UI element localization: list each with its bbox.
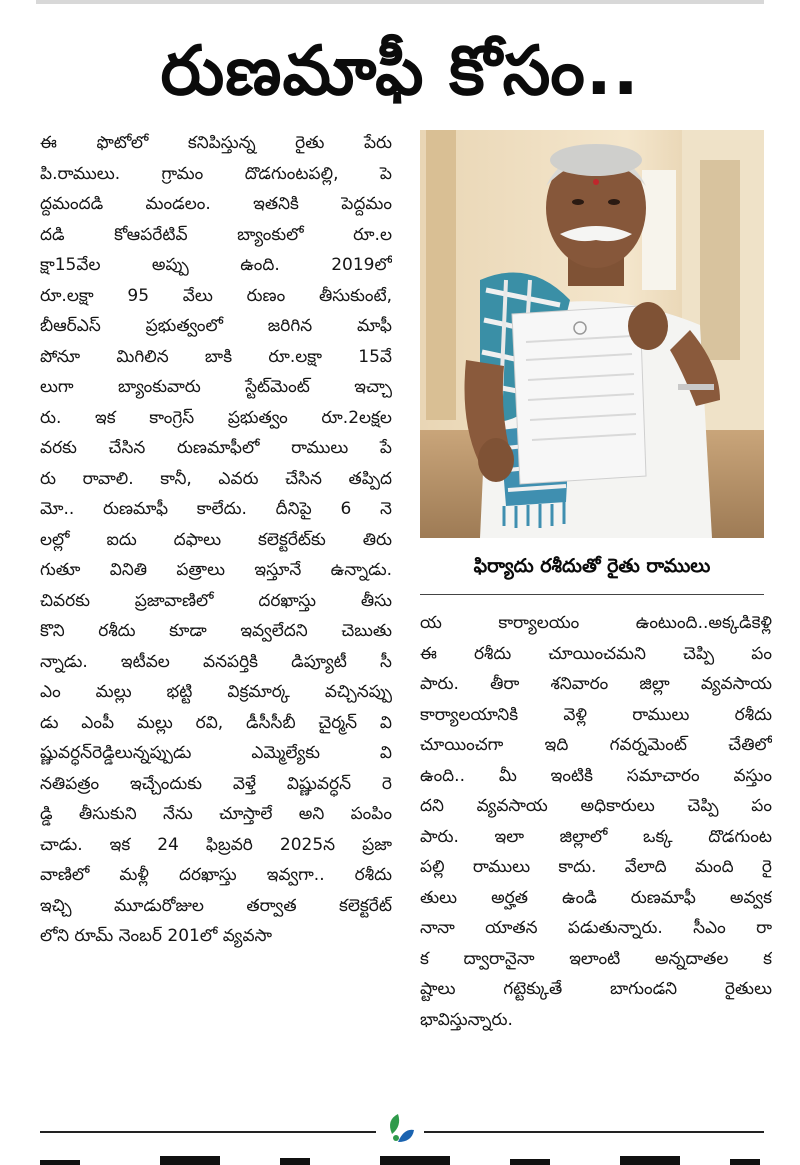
article-line: లోని రూమ్ నెంబర్ 201లో వ్యవసా <box>40 926 273 946</box>
article-line: ష్ణువర్ధన్‌రెడ్డిలున్నప్పుడు ఎమ్మెల్యేకు వి <box>40 743 392 763</box>
article-line: చూయించగా ఇది గవర్నమెంట్ చేతిలో <box>420 735 772 755</box>
article-line: డ్డి తీసుకుని నేను చూస్తాలే అని పంపిం <box>40 804 392 824</box>
article-line: బీఆర్‌ఎస్ ప్రభుత్వంలో జరిగిన మాఫీ <box>40 316 392 336</box>
leaf-icon <box>378 1112 422 1148</box>
article-line: ఇచ్చి మూడురోజుల తర్వాత కలెక్టరేట్ <box>40 895 392 916</box>
article-line: తులు అర్హత ఉండి రుణమాఫీ అవ్వక <box>420 887 772 908</box>
article-line: రు రావాలి. కానీ, ఎవరు చేసిన తప్పిద <box>40 468 392 489</box>
article-line: వాణిలో మళ్లీ దరఖాస్తు ఇవ్వగా.. రశీదు <box>40 865 392 885</box>
article-line: రూ.లక్షా 95 వేలు రుణం తీసుకుంటే, <box>40 285 392 306</box>
article-line: ష్టాలు గట్టెక్కుతే బాగుండని రైతులు <box>420 979 772 999</box>
article-line: గుతూ వినితి పత్రాలు ఇస్తూనే ఉన్నాడు. <box>40 560 392 580</box>
article-line: ఉంది.. మీ ఇంటికి సమాచారం వస్తుం <box>420 765 772 786</box>
article-line: లుగా బ్యాంకువారు స్టేట్‌మెంట్ ఇచ్చా <box>40 377 392 397</box>
article-line: లల్లో ఐదు దఫాలు కలెక్టరేట్‌కు తిరు <box>40 529 392 550</box>
article-line: కార్యాలయానికి వెళ్లి రాములు రశీదు <box>420 704 772 725</box>
article-line: చివరకు ప్రజావాణిలో దరఖాస్తు తీసు <box>40 590 392 611</box>
article-line: ఈ రశీదు చూయించమని చెప్పి పం <box>420 643 772 664</box>
caption-divider <box>420 594 764 595</box>
article-line: దని వ్యవసాయ అధికారులు చెప్పి పం <box>420 796 772 816</box>
article-line: పారు. ఇలా జిల్లాలో ఒక్క దొడగుంట <box>420 826 772 847</box>
article-line: మో.. రుణమాఫీ కాలేదు. దీనిపై 6 నె <box>40 499 392 519</box>
article-line: ద్దమందడి మండలం. ఇతనికి పెద్దమం <box>40 194 392 214</box>
article-line: ఎం మల్లు భట్టి విక్రమార్క వచ్చినప్పు <box>40 682 392 702</box>
article-line: డు ఎంపీ మల్లు రవి, డీసీసీబీ చైర్మన్ వి <box>40 712 392 733</box>
headline: రుణమాఫీ కోసం.. <box>160 32 640 111</box>
article-line: నతిపత్రం ఇచ్చేందుకు వెళ్తే విష్ణువర్ధన్ రె <box>40 773 392 794</box>
footer-divider-right <box>424 1131 764 1133</box>
article-line: య కార్యాలయం ఉంటుంది..అక్కడికెళ్లి <box>420 613 772 633</box>
article-line: న్నాడు. ఇటీవల వనపర్తికి డిప్యూటీ సీ <box>40 651 392 672</box>
article-line: ఈ ఫొటోలో కనిపిస్తున్న రైతు పేరు <box>40 133 392 153</box>
article-line: రు. ఇక కాంగ్రెస్ ప్రభుత్వం రూ.2లక్షల <box>40 407 392 428</box>
article-line: నానా యాతన పడుతున్నారు. సీఎం రా <box>420 918 772 938</box>
article-line: పారు. తీరా శనివారం జిల్లా వ్యవసాయ <box>420 674 772 694</box>
photo-caption: ఫిర్యాదు రశీదుతో రైతు రాములు <box>473 555 711 577</box>
article-line: పోనూ మిగిలిన బాకి రూ.లక్షా 15వే <box>40 346 392 367</box>
top-cropped-strip <box>36 0 764 4</box>
article-line: పల్లి రాములు కాదు. వేలాది మంది రై <box>420 857 772 877</box>
farmer-photo <box>420 130 764 538</box>
article-line: వరకు చేసిన రుణమాఫీలో రాములు పే <box>40 438 392 458</box>
article-line: క ద్వారానైనా ఇలాంటి అన్నదాతల క <box>420 948 772 969</box>
next-headline-cropped <box>40 1152 764 1165</box>
article-line: చాడు. ఇక 24 ఫిబ్రవరి 2025న ప్రజా <box>40 834 392 855</box>
footer-divider-left <box>40 1131 376 1133</box>
article-line: క్షా15వేల అప్పు ఉంది. 2019లో <box>40 255 392 275</box>
article-line: భావిస్తున్నారు. <box>420 1009 513 1030</box>
article-line: కొని రశీదు కూడా ఇవ్వలేదని చెబుతు <box>40 621 392 641</box>
article-left-column <box>40 128 392 952</box>
article-right-column <box>420 608 772 1035</box>
article-line: పి.రాములు. గ్రామం దొడగుంటపల్లి, పె <box>40 163 392 184</box>
article-line: దడి కోఆపరేటివ్ బ్యాంకులో రూ.ల <box>40 224 392 245</box>
